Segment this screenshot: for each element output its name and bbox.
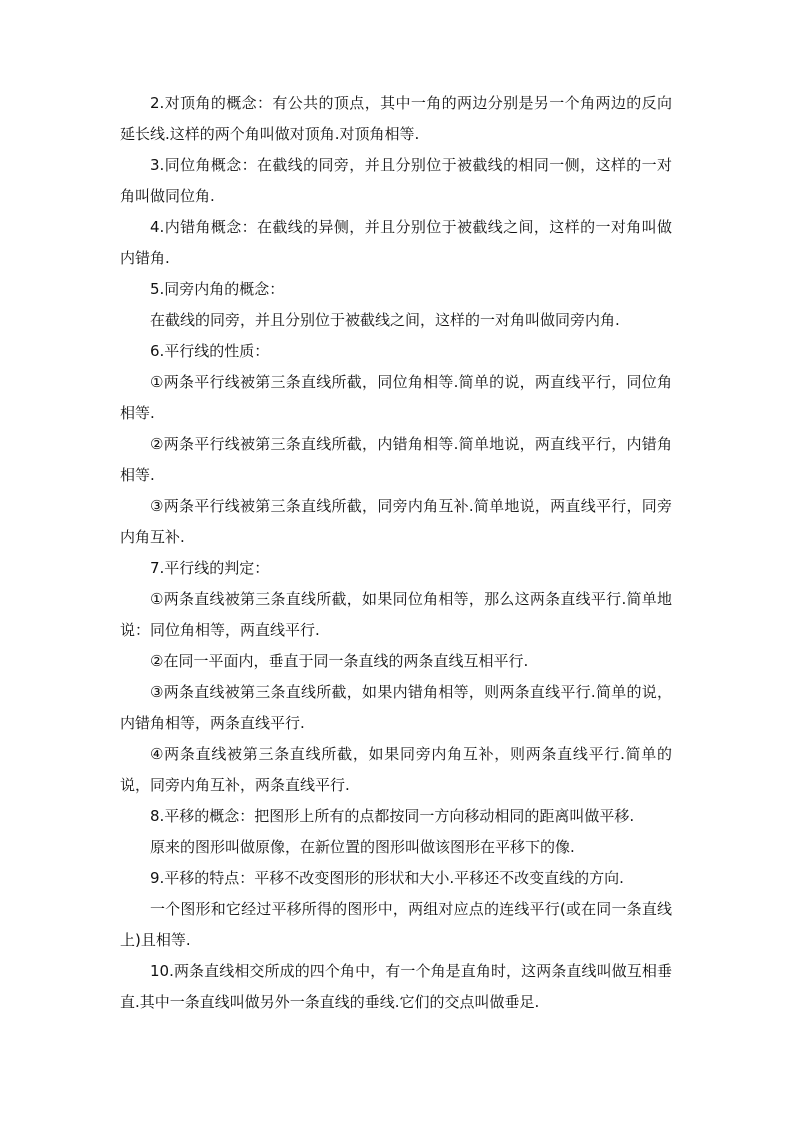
paragraph-translation-concept: 8.平移的概念：把图形上所有的点都按同一方向移动相同的距离叫做平移. [150, 807, 635, 825]
paragraph-criterion-4: ④两条直线被第三条直线所截，如果同旁内角互补，则两条直线平行.简单的说，同旁内角互补，两条直线平行. [120, 745, 672, 794]
paragraph-corresponding-angles: 3.同位角概念：在截线的同旁，并且分别位于被截线的相同一侧，这样的一对角叫做同位角. [120, 156, 672, 205]
document-body [120, 88, 672, 1018]
paragraph-criterion-1: ①两条直线被第三条直线所截，如果同位角相等，那么这两条直线平行.简单地说：同位角相等，两直线平行. [120, 590, 672, 639]
paragraph-property-1: ①两条平行线被第三条直线所截，同位角相等.简单的说，两直线平行，同位角相等. [120, 373, 672, 422]
paragraph-perpendicular-lines: 10.两条直线相交所成的四个角中，有一个角是直角时，这两条直线叫做互相垂直.其中一条直线叫做另外一条直线的垂线.它们的交点叫做垂足. [120, 962, 672, 1011]
paragraph-alternate-interior-angles: 4.内错角概念：在截线的异侧，并且分别位于被截线之间，这样的一对角叫做内错角. [120, 218, 672, 267]
paragraph-same-side-interior-definition: 在截线的同旁，并且分别位于被截线之间，这样的一对角叫做同旁内角. [150, 311, 620, 329]
paragraph-parallel-properties-heading: 6.平行线的性质： [150, 342, 270, 360]
paragraph-property-3: ③两条平行线被第三条直线所截，同旁内角互补.简单地说，两直线平行，同旁内角互补. [120, 497, 672, 546]
paragraph-parallel-criteria-heading: 7.平行线的判定： [150, 559, 270, 577]
paragraph-criterion-2: ②在同一平面内，垂直于同一条直线的两条直线互相平行. [150, 652, 529, 670]
paragraph-property-2: ②两条平行线被第三条直线所截，内错角相等.简单地说，两直线平行，内错角相等. [120, 435, 672, 484]
paragraph-translation-image: 原来的图形叫做原像，在新位置的图形叫做该图形在平移下的像. [150, 838, 575, 856]
paragraph-criterion-3: ③两条直线被第三条直线所截，如果内错角相等，则两条直线平行.简单的说，内错角相等，两条直线平行. [120, 683, 672, 732]
paragraph-same-side-interior-heading: 5.同旁内角的概念： [150, 280, 285, 298]
paragraph-vertical-angles: 2.对顶角的概念：有公共的顶点，其中一角的两边分别是另一个角两边的反向延长线.这样的两个角叫做对顶角.对顶角相等. [120, 94, 672, 143]
paragraph-translation-features: 9.平移的特点：平移不改变图形的形状和大小.平移还不改变直线的方向. [150, 869, 624, 887]
paragraph-translation-correspondence: 一个图形和它经过平移所得的图形中，两组对应点的连线平行(或在同一条直线上)且相等. [120, 900, 672, 949]
